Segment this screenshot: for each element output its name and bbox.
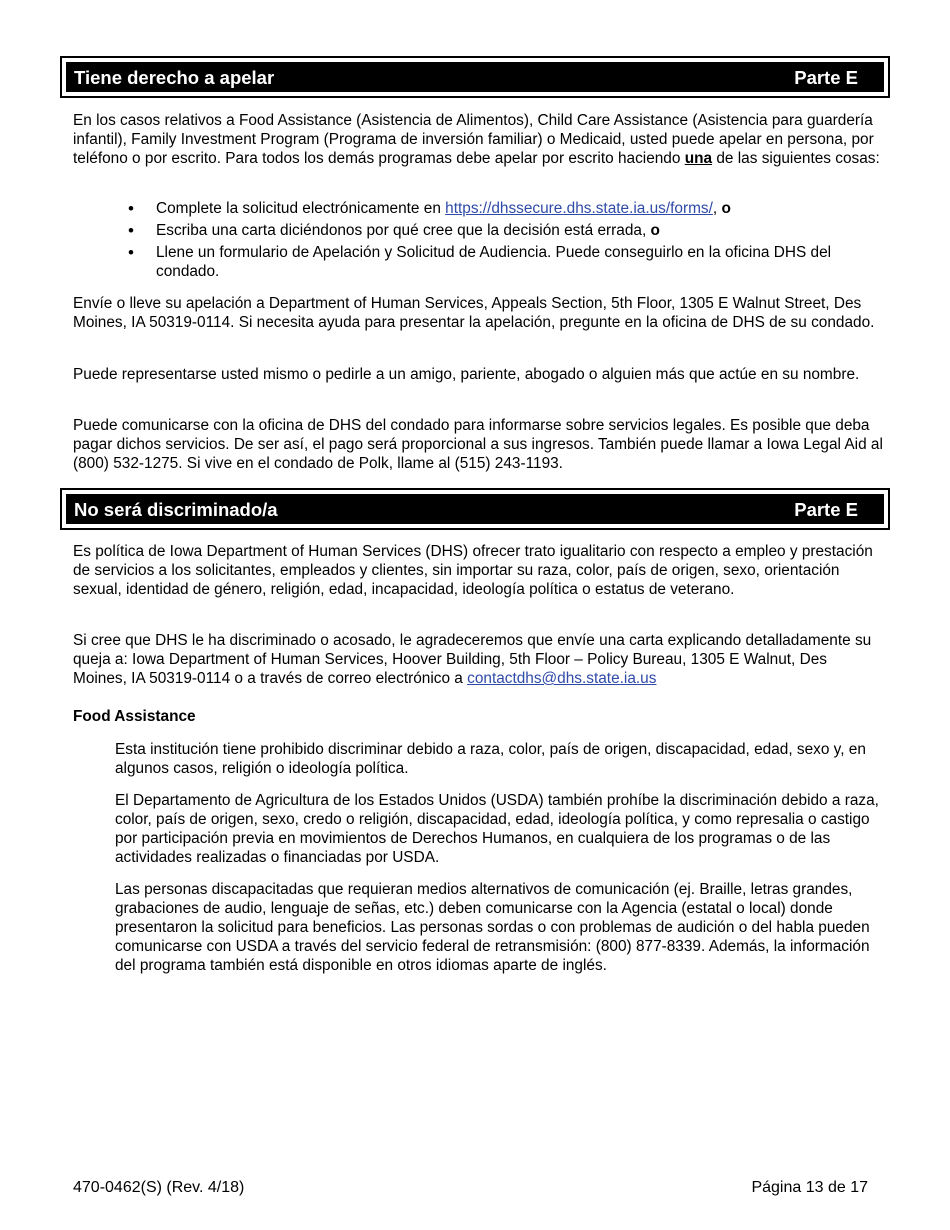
appeal-section-part: Parte E [794, 66, 858, 88]
form-number: 470-0462(S) (Rev. 4/18) [73, 1179, 245, 1196]
appeal-legal-services-paragraph: Puede comunicarse con la oficina de DHS del condado para informarse sobre servicios legales. Es posible que deba pagar dichos servicios. De ser así, el pago será proporcional a sus ingresos. También puede llamar a Iowa Legal Aid al (800) 532-1275. Si vive en el condado de Polk, llame al (515) 243-1193. [73, 417, 883, 472]
page-number: Página 13 de 17 [751, 1179, 868, 1196]
food-assistance-paragraph-2: El Departamento de Agricultura de los Estados Unidos (USDA) también prohíbe la discriminación debido a raza, color, país de origen, sexo, credo o religión, discapacidad, edad, ideología política, y como represalia o castigo por participación previa en movimientos de Derechos Humanos, en cualquiera de los programas o de las actividades realizadas o financiadas por USDA. [115, 792, 879, 866]
list-item: • Complete la solicitud electrónicamente en https://dhssecure.dhs.state.ia.us/forms/, o [73, 199, 873, 218]
nondiscrimination-section-part: Parte E [794, 498, 858, 520]
appeal-intro-paragraph: En los casos relativos a Food Assistance (Asistencia de Alimentos), Child Care Assistance (Asistencia para guardería infantil), Family Investment Program (Programa de inversión familiar) o Medicaid, usted puede apelar en persona, por teléfono o por escrito. Para todos los demás programas debe apelar por escrito haciendo una de las siguientes cosas: [73, 112, 880, 167]
nondiscrimination-section-title: No será discriminado/a [74, 498, 278, 520]
appeal-send-paragraph: Envíe o lleve su apelación a Department of Human Services, Appeals Section, 5th Floor, 1305 E Walnut Street, Des Moines, IA 50319-0114. Si necesita ayuda para presentar la apelación, pregunte en la oficina de DHS de su condado. [73, 295, 875, 331]
complaint-paragraph: Si cree que DHS le ha discriminado o acosado, le agradeceremos que envíe una carta explicando detalladamente su queja a: Iowa Department of Human Services, Hoover Building, 5th Floor – Policy Bureau, 1305 E Walnut, Des Moines, IA 50319-0114 o a través de correo electrónico a contactdhs@dhs.state.ia.us [73, 632, 872, 687]
appeal-section-title: Tiene derecho a apelar [74, 66, 275, 88]
contact-email-link[interactable]: contactdhs@dhs.state.ia.us [467, 670, 657, 687]
food-assistance-paragraph-1: Esta institución tiene prohibido discriminar debido a raza, color, país de origen, discapacidad, edad, sexo y, en algunos casos, religión o ideología política. [115, 741, 866, 777]
list-item: • Escriba una carta diciéndonos por qué cree que la decisión está errada, o [73, 221, 873, 240]
food-assistance-paragraph-3: Las personas discapacitadas que requieran medios alternativos de comunicación (ej. Braille, letras grandes, grabaciones de audio, lenguaje de señas, etc.) deben comunicarse con la Agencia (estatal o local) donde presentaron la solicitud para beneficios. Las personas sordas o con problemas de audición o del habla pueden comunicarse con USDA a través del servicio federal de retransmisión: (800) 877-8339. Además, la información del programa también está disponible en otros idiomas aparte de inglés. [115, 881, 870, 974]
food-assistance-heading: Food Assistance [73, 708, 196, 725]
appeal-represent-paragraph: Puede representarse usted mismo o pedirle a un amigo, pariente, abogado o alguien más que actúe en su nombre. [73, 366, 860, 383]
emphasis-one: una [684, 150, 713, 167]
online-form-link[interactable]: https://dhssecure.dhs.state.ia.us/forms/ [445, 200, 713, 217]
list-item: • Llene un formulario de Apelación y Solicitud de Audiencia. Puede conseguirlo en la oficina DHS del condado. [73, 243, 873, 281]
appeal-section-header [60, 56, 890, 98]
policy-paragraph: Es política de Iowa Department of Human Services (DHS) ofrecer trato igualitario con respecto a empleo y prestación de servicios a los solicitantes, empleados y clientes, sin importar su raza, color, país de origen, sexo, orientación sexual, identidad de género, religión, edad, incapacidad, ideología política o estatus de veterano. [73, 543, 873, 598]
nondiscrimination-section-header [60, 488, 890, 530]
appeal-options-list [73, 199, 873, 284]
